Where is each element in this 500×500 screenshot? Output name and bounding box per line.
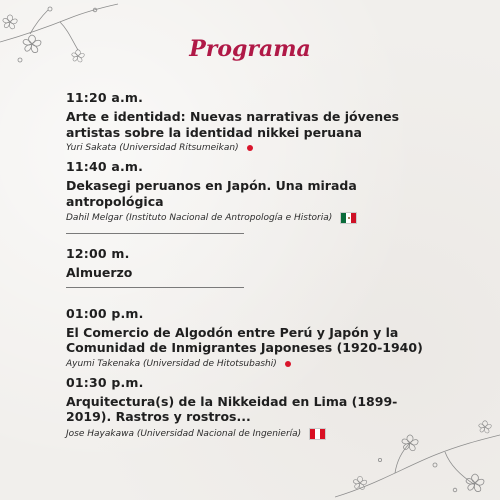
schedule-time: 11:40 a.m. bbox=[66, 159, 144, 174]
schedule-topic: El Comercio de Algodón entre Perú y Japón y la Comunidad de Inmigrantes Japoneses (1920-1940) bbox=[66, 324, 423, 355]
schedule-item bbox=[66, 159, 436, 224]
schedule-topic: Arte e identidad: Nuevas narrativas de jóvenes artistas sobre la identidad nikkei peruana bbox=[66, 109, 400, 140]
page-title: Programa bbox=[189, 36, 311, 62]
schedule-speaker-row bbox=[66, 212, 436, 224]
schedule-speaker-row bbox=[66, 428, 436, 440]
peru-flag-icon bbox=[309, 428, 326, 440]
program-schedule bbox=[66, 90, 436, 446]
schedule-topic: Almuerzo bbox=[66, 265, 133, 280]
schedule-topic: Dekasegi peruanos en Japón. Una mirada antropológica bbox=[66, 178, 357, 209]
schedule-item bbox=[66, 246, 436, 281]
schedule-speaker-row bbox=[66, 359, 436, 369]
schedule-time: 01:00 p.m. bbox=[66, 305, 144, 321]
japan-flag-icon bbox=[247, 145, 253, 151]
schedule-topic: Arquitectura(s) de la Nikkeidad en Lima (1899-2019). Rastros y rostros... bbox=[66, 393, 398, 424]
schedule-time: 12:00 m. bbox=[66, 246, 130, 261]
schedule-speaker: Dahil Melgar (Instituto Nacional de Antropología e Historia) bbox=[66, 213, 333, 223]
schedule-time: 11:20 a.m. bbox=[66, 90, 144, 105]
divider bbox=[66, 233, 244, 234]
japan-flag-icon bbox=[285, 361, 291, 367]
divider bbox=[66, 287, 244, 288]
schedule-item bbox=[66, 90, 436, 153]
schedule-speaker: Yuri Sakata (Universidad Ritsumeikan) bbox=[66, 143, 239, 153]
schedule-speaker: Ayumi Takenaka (Universidad de Hitotsubashi) bbox=[66, 358, 277, 369]
schedule-time: 01:30 p.m. bbox=[66, 374, 144, 390]
schedule-speaker-row bbox=[66, 143, 436, 153]
schedule-item bbox=[66, 375, 436, 440]
mexico-flag-icon bbox=[340, 212, 357, 224]
schedule-speaker: Jose Hayakawa (Universidad Nacional de Ingeniería) bbox=[66, 428, 302, 439]
schedule-item bbox=[66, 306, 436, 369]
